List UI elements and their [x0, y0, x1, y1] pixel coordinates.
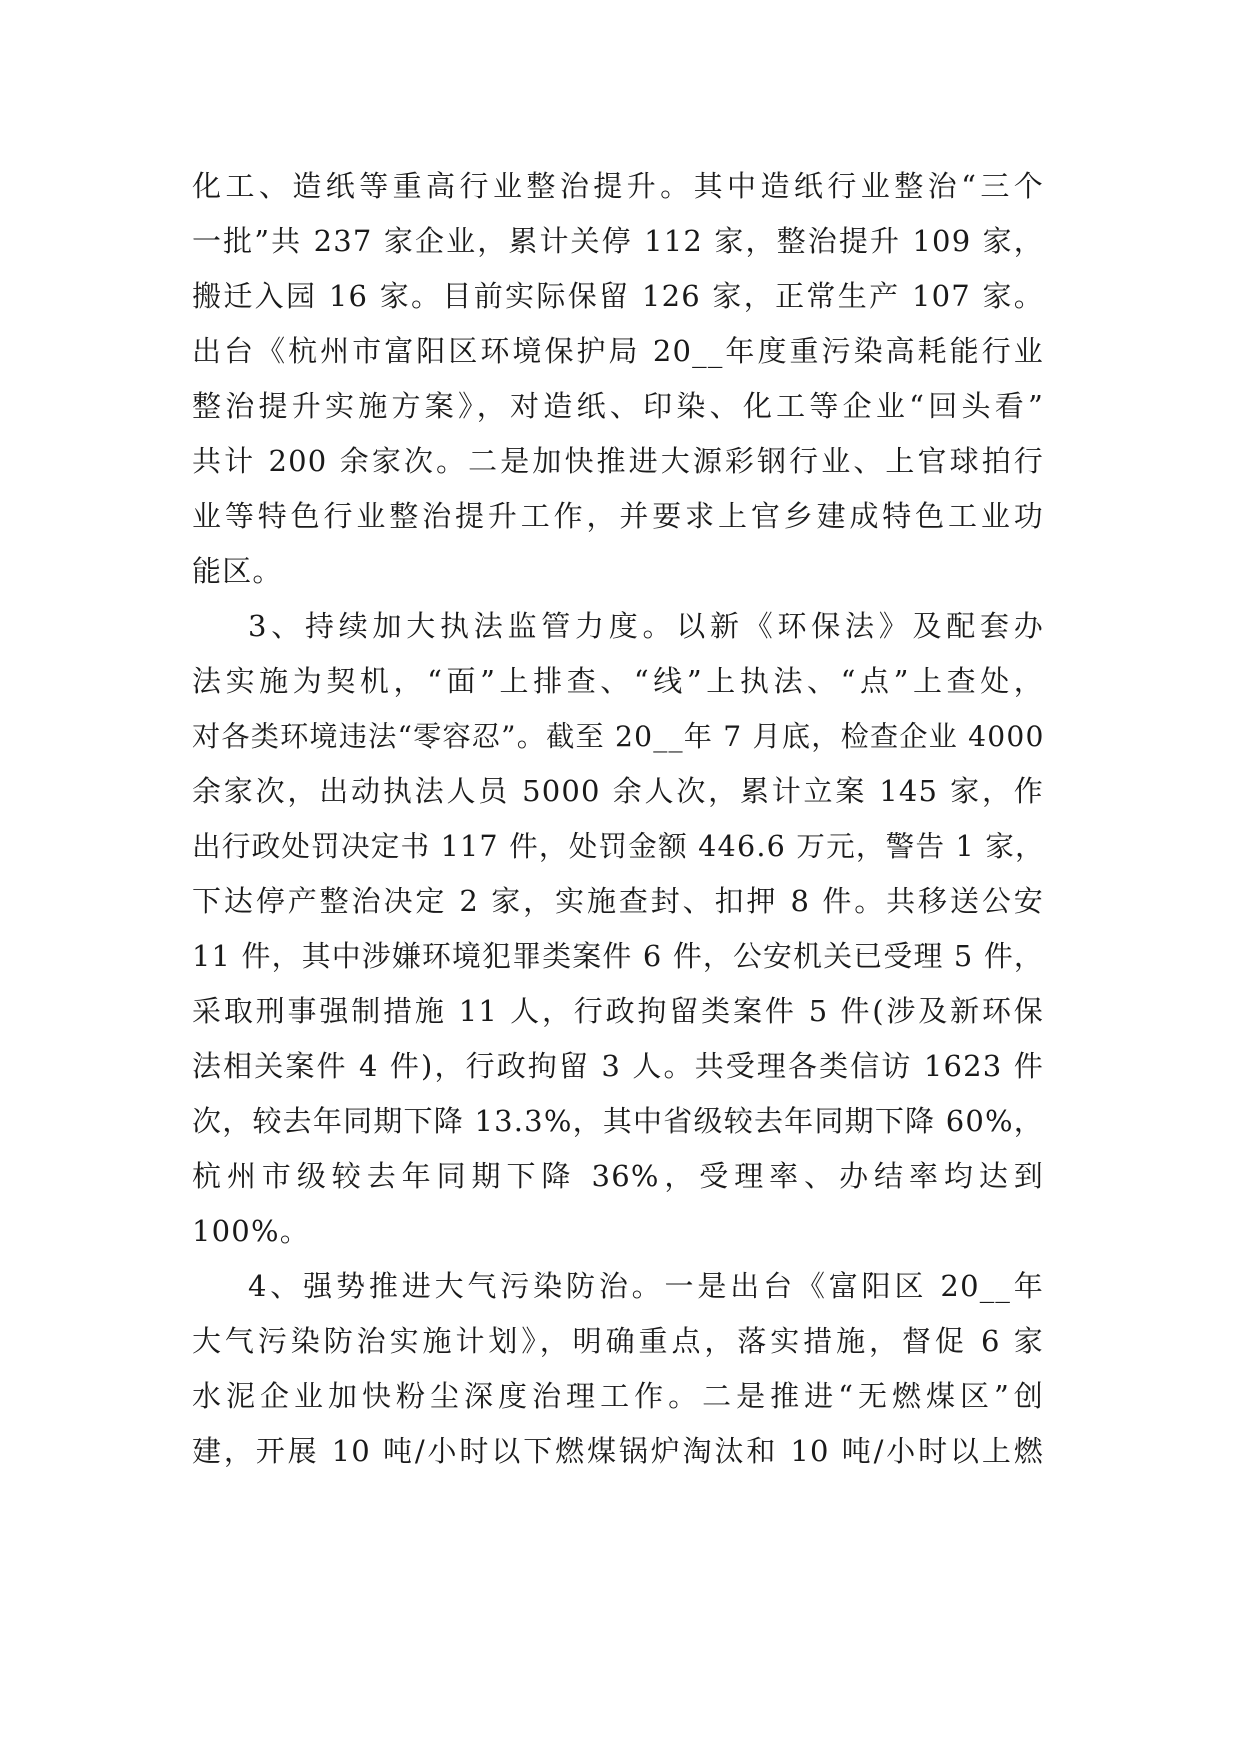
paragraph-start-line: 3、持续加大执法监管力度。以新《环保法》及配套办: [248, 609, 1044, 643]
text-line: 建，开展 10 吨/小时以下燃煤锅炉淘汰和 10 吨/小时以上燃: [192, 1434, 1044, 1468]
text-line: 大气污染防治实施计划》，明确重点，落实措施，督促 6 家: [192, 1324, 1044, 1358]
text-line: 余家次，出动执法人员 5000 余人次，累计立案 145 家，作: [192, 774, 1044, 808]
text-line: 对各类环境违法“零容忍”。截至 20__年 7 月底，检查企业 4000: [192, 720, 1045, 753]
text-line: 出台《杭州市富阳区环境保护局 20__年度重污染高耗能行业: [192, 334, 1044, 368]
text-line: 法相关案件 4 件)，行政拘留 3 人。共受理各类信访 1623 件: [192, 1049, 1044, 1083]
text-line: 水泥企业加快粉尘深度治理工作。二是推进“无燃煤区”创: [192, 1379, 1044, 1413]
text-line: 杭州市级较去年同期下降 36%，受理率、办结率均达到: [192, 1159, 1044, 1193]
text-line: 共计 200 余家次。二是加快推进大源彩钢行业、上官球拍行: [192, 444, 1044, 478]
text-line: 搬迁入园 16 家。目前实际保留 126 家，正常生产 107 家。: [192, 279, 1044, 313]
text-line: 次，较去年同期下降 13.3%，其中省级较去年同期下降 60%，: [192, 1104, 1044, 1138]
text-line: 一批”共 237 家企业，累计关停 112 家，整治提升 109 家，: [192, 224, 1044, 258]
text-line: 法实施为契机，“面”上排查、“线”上执法、“点”上查处，: [192, 664, 1044, 698]
text-line: 出行政处罚决定书 117 件，处罚金额 446.6 万元，警告 1 家，: [192, 829, 1045, 863]
text-line: 采取刑事强制措施 11 人，行政拘留类案件 5 件(涉及新环保: [192, 994, 1044, 1028]
text-line: 能区。: [192, 554, 283, 588]
paragraph-start-line: 4、强势推进大气污染防治。一是出台《富阳区 20__年: [248, 1269, 1044, 1303]
text-line: 化工、造纸等重高行业整治提升。其中造纸行业整治“三个: [192, 169, 1044, 203]
document-body: [192, 159, 1044, 1479]
text-line: 业等特色行业整治提升工作，并要求上官乡建成特色工业功: [192, 499, 1044, 533]
text-line: 下达停产整治决定 2 家，实施查封、扣押 8 件。共移送公安: [192, 884, 1044, 918]
text-line: 100%。: [192, 1214, 310, 1248]
text-line: 整治提升实施方案》，对造纸、印染、化工等企业“回头看”: [192, 389, 1044, 423]
text-line: 11 件，其中涉嫌环境犯罪类案件 6 件，公安机关已受理 5 件，: [192, 939, 1044, 973]
